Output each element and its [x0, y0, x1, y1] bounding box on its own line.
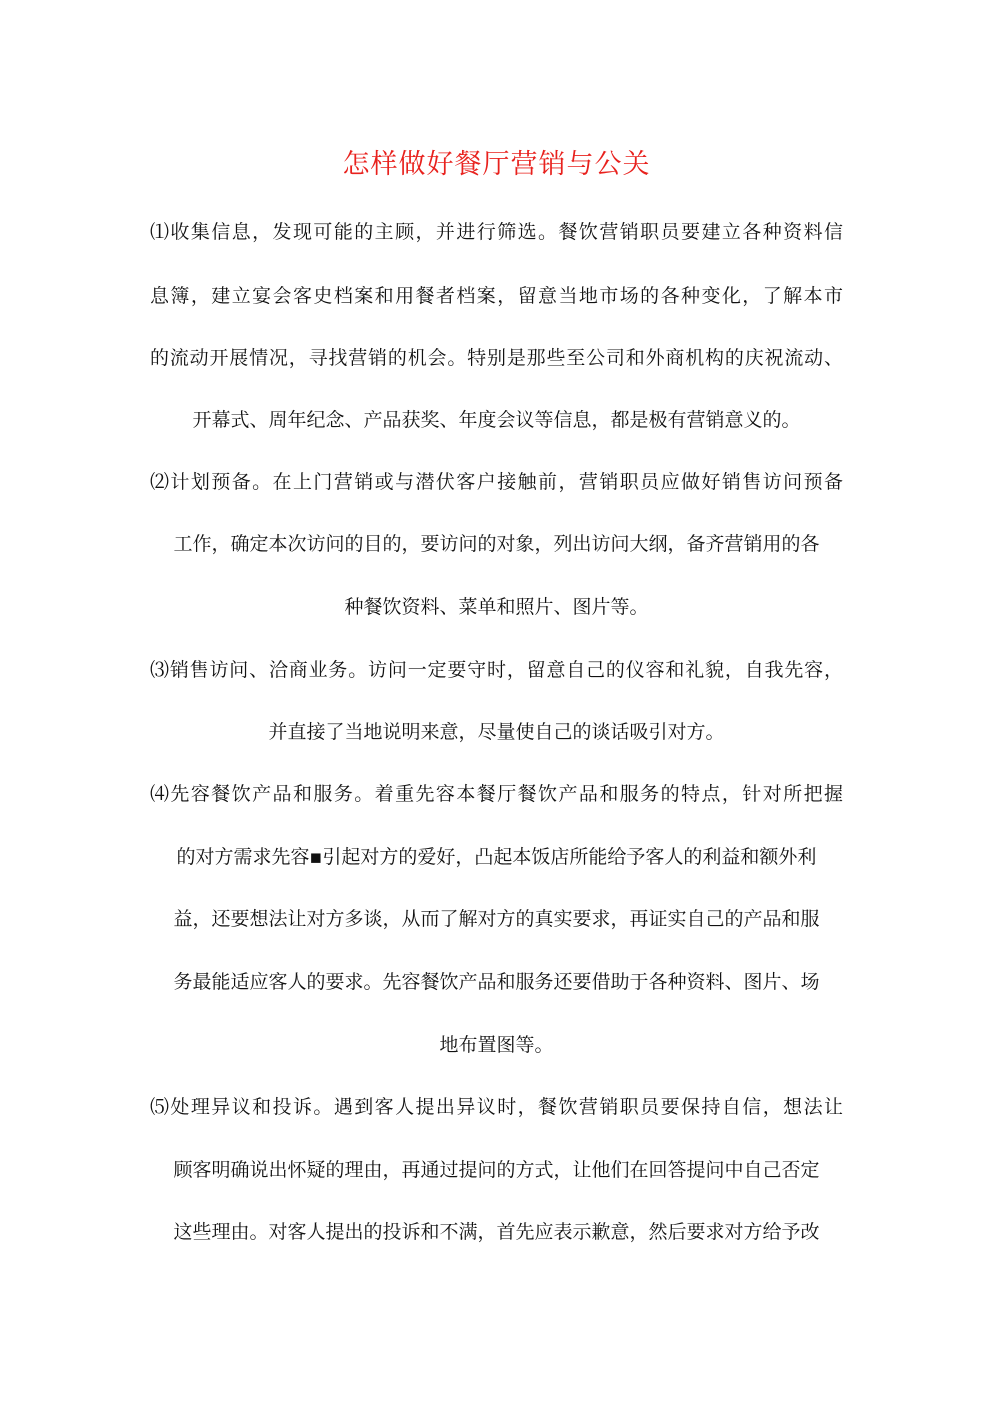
body-line-1: ⑴收集信息，发现可能的主顾，并进行筛选。餐饮营销职员要建立各种资料信	[150, 221, 843, 243]
body-line-15: ⑸处理异议和投诉。遇到客人提出异议时，餐饮营销职员要保持自信，想法让	[150, 1096, 843, 1118]
body-line-3: 的流动开展情况，寻找营销的机会。特别是那些至公司和外商机构的庆祝流动、	[150, 347, 843, 369]
body-line-6: 工作，确定本次访问的目的，要访问的对象，列出访问大纲，备齐营销用的各	[173, 533, 820, 555]
body-line-10: ⑷先容餐饮产品和服务。着重先容本餐厅餐饮产品和服务的特点，针对所把握	[150, 783, 843, 805]
body-line-2: 息簿，建立宴会客史档案和用餐者档案，留意当地市场的各种变化，了解本市	[150, 285, 843, 307]
body-line-13: 务最能适应客人的要求。先容餐饮产品和服务还要借助于各种资料、图片、场	[173, 971, 820, 993]
body-line-5: ⑵计划预备。在上门营销或与潜伏客户接触前，营销职员应做好销售访问预备	[150, 471, 843, 493]
body-line-16: 顾客明确说出怀疑的理由，再通过提问的方式，让他们在回答提问中自己否定	[173, 1159, 820, 1181]
body-line-4: 开幕式、周年纪念、产品获奖、年度会议等信息，都是极有营销意义的。	[192, 409, 801, 431]
body-line-8: ⑶销售访问、洽商业务。访问一定要守时，留意自己的仪容和礼貌，自我先容，	[150, 659, 843, 681]
body-line-9: 并直接了当地说明来意，尽量使自己的谈话吸引对方。	[268, 721, 725, 743]
body-line-14: 地布置图等。	[439, 1034, 554, 1056]
body-line-17: 这些理由。对客人提出的投诉和不满，首先应表示歉意，然后要求对方给予改	[173, 1221, 820, 1243]
body-line-11: 的对方需求先容▪引起对方的爱好，凸起本饭店所能给予客人的利益和额外利	[176, 846, 817, 868]
body-line-12: 益，还要想法让对方多谈，从而了解对方的真实要求，再证实自己的产品和服	[173, 908, 820, 930]
document-title: 怎样做好餐厅营销与公关	[342, 149, 651, 180]
body-line-7: 种餐饮资料、菜单和照片、图片等。	[344, 596, 649, 618]
